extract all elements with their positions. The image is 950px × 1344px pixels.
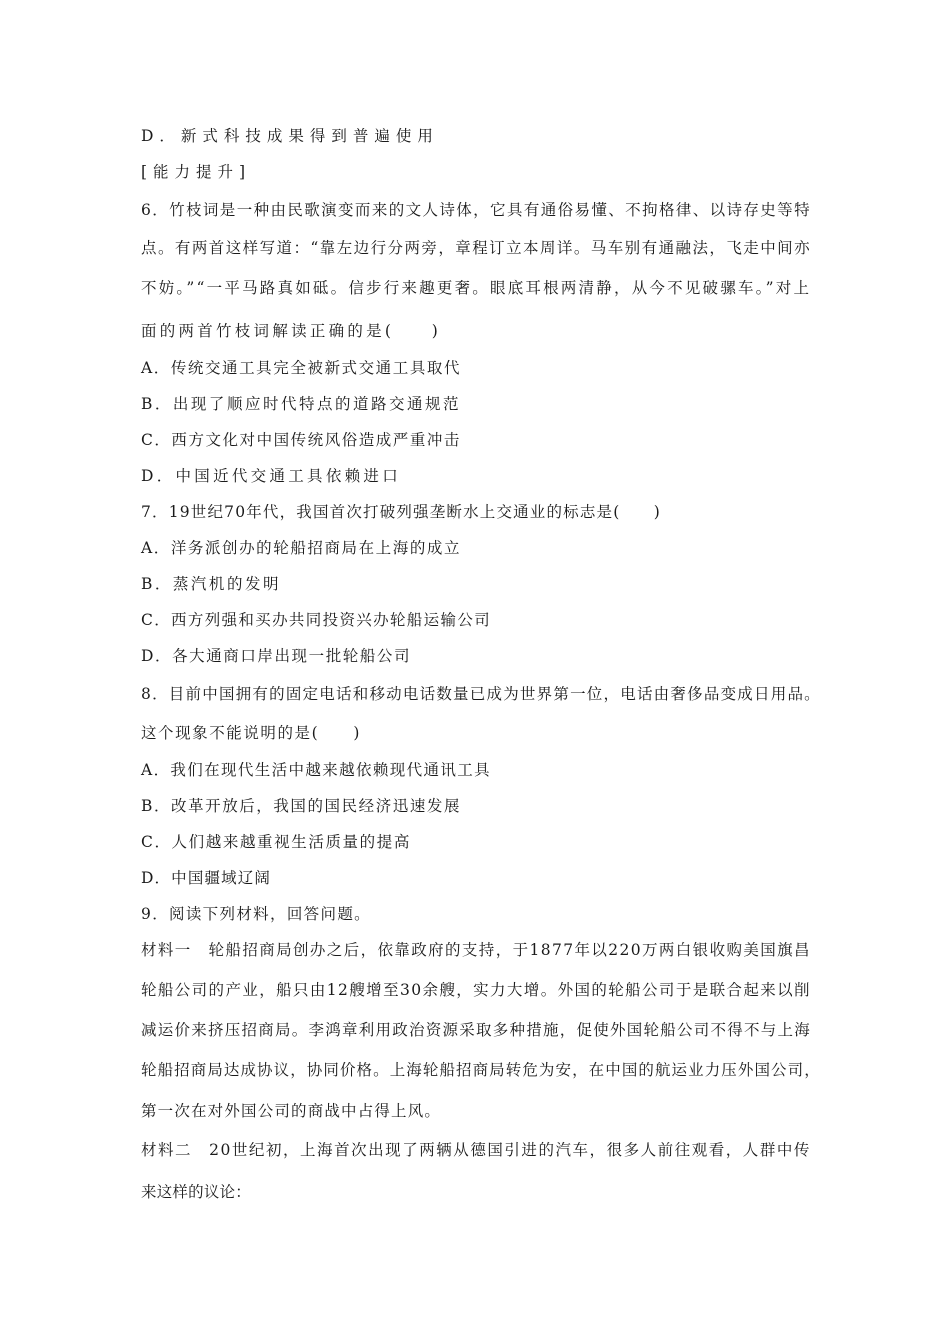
material-1-line-2: 轮船公司的产业，船只由12艘增至30余艘，实力大增。外国的轮船公司于是联合起来以削	[141, 981, 811, 999]
option-d-q8: D．中国疆域辽阔	[141, 869, 271, 887]
question-8-line-2: 这个现象不能说明的是( )	[141, 724, 361, 742]
material-1-line-4: 轮船招商局达成协议，协同价格。上海轮船招商局转危为安，在中国的航运业力压外国公司，	[141, 1061, 821, 1079]
option-d-q6: D．中国近代交通工具依赖进口	[141, 467, 401, 485]
question-9: 9．阅读下列材料，回答问题。	[141, 905, 371, 923]
option-c-q8: C．人们越来越重视生活质量的提高	[141, 833, 411, 851]
option-a-q6: A．传统交通工具完全被新式交通工具取代	[141, 359, 462, 377]
section-heading: [能力提升]	[141, 163, 252, 181]
option-c-q7: C．西方列强和买办共同投资兴办轮船运输公司	[141, 611, 492, 629]
option-b-q6: B．出现了顺应时代特点的道路交通规范	[141, 395, 462, 413]
question-8-line-1: 8．目前中国拥有的固定电话和移动电话数量已成为世界第一位，电话由奢侈品变成日用品。	[141, 685, 821, 703]
option-a-q7: A．洋务派创办的轮船招商局在上海的成立	[141, 539, 462, 557]
material-1-line-5: 第一次在对外国公司的商战中占得上风。	[141, 1102, 442, 1120]
option-d-q7: D．各大通商口岸出现一批轮船公司	[141, 647, 412, 665]
question-6-line-4: 面的两首竹枝词解读正确的是( )	[141, 322, 442, 340]
question-6-line-1: 6．竹枝词是一种由民歌演变而来的文人诗体，它具有通俗易懂、不拘格律、以诗存史等特	[141, 201, 811, 219]
option-d-q5: D．新式科技成果得到普遍使用	[141, 127, 439, 145]
question-7: 7．19世纪70年代，我国首次打破列强垄断水上交通业的标志是( )	[141, 503, 662, 521]
question-6-line-3: 不妨。”“一平马路真如砥。信步行来趣更奢。眼底耳根两清静，从今不见破骡车。”对上	[141, 279, 812, 297]
option-a-q8: A．我们在现代生活中越来越依赖现代通讯工具	[141, 761, 491, 779]
material-1-line-3: 减运价来挤压招商局。李鸿章利用政治资源采取多种措施，促使外国轮船公司不得不与上海	[141, 1021, 812, 1039]
option-b-q8: B．改革开放后，我国的国民经济迅速发展	[141, 797, 462, 815]
material-2-line-2: 来这样的议论：	[141, 1183, 251, 1201]
option-c-q6: C．西方文化对中国传统风俗造成严重冲击	[141, 431, 461, 449]
question-6-line-2: 点。有两首这样写道：“靠左边行分两旁，章程订立本周详。马车别有通融法，飞走中间亦	[141, 239, 812, 257]
option-b-q7: B．蒸汽机的发明	[141, 575, 281, 593]
material-2-line-1: 材料二 20世纪初，上海首次出现了两辆从德国引进的汽车，很多人前往观看，人群中传	[141, 1141, 811, 1159]
material-1-line-1: 材料一 轮船招商局创办之后，依靠政府的支持，于1877年以220万两白银收购美国旗昌	[141, 941, 811, 959]
